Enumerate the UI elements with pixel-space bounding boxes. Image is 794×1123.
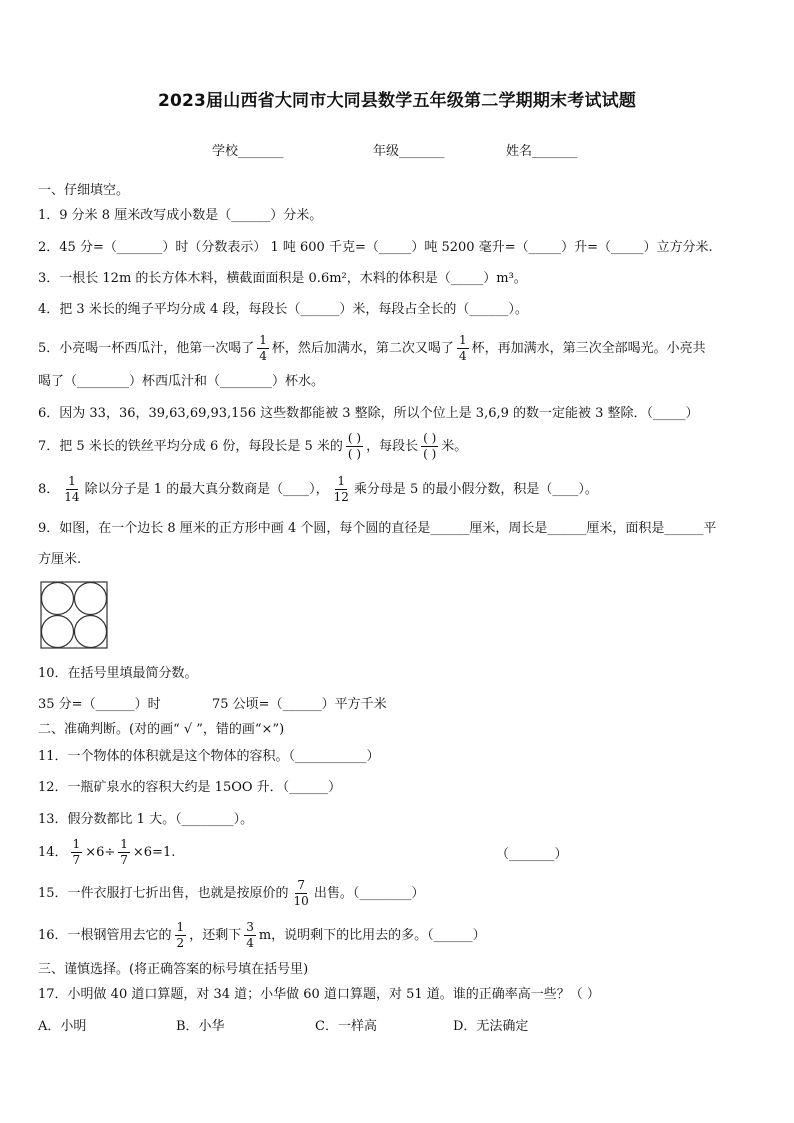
fraction-numerator: 1 [176, 920, 185, 934]
question-7-text-a: 7．把 5 米长的铁丝平均分成 6 份，每段长是 5 米的 [38, 439, 343, 454]
fraction-denominator: 12 [333, 490, 349, 504]
question-5 [38, 333, 758, 364]
question-10-a: 35 分=（______）时 [38, 697, 161, 712]
fraction-denominator: 10 [293, 894, 309, 908]
fraction-denominator: ( ) [347, 447, 362, 461]
question-3: 3．一根长 12m 的长方体木料，横截面面积是 0.6m²，木料的体积是（_____）m³。 [38, 271, 527, 286]
fraction-denominator: 2 [176, 936, 185, 950]
fraction-numerator: 1 [72, 837, 81, 851]
square-four-circles-figure [40, 581, 108, 649]
section-heading-choice: 三、谨慎选择。(将正确答案的标号填在括号里) [38, 962, 309, 977]
section-heading-fill: 一、仔细填空。 [38, 183, 130, 198]
circle [42, 583, 74, 615]
question-6: 6．因为 33，36，39,63,69,93,156 这些数都能被 3 整除，所以个位上是 3,6,9 的数一定能被 3 整除．（_____） [38, 406, 699, 421]
fraction [62, 474, 81, 505]
option-b: B．小华 [176, 1019, 225, 1034]
fraction [118, 837, 130, 868]
fraction-numerator: 1 [458, 333, 467, 347]
question-12: 12．一瓶矿泉水的容积大约是 15OO 升．（______） [38, 780, 342, 795]
question-5-text-a: 5．小亮喝一杯西瓜汁，他第一次喝了 [38, 341, 255, 356]
fraction-numerator: 3 [246, 920, 254, 934]
question-7-text-b: ，每段长 [366, 439, 419, 454]
option-a: A．小明 [38, 1019, 87, 1034]
question-7 [38, 431, 758, 462]
grade-field: 年级_______ [373, 144, 445, 159]
question-14-text-c: ×6=1. [132, 845, 176, 860]
question-8 [38, 474, 758, 505]
fraction-numerator: 1 [337, 474, 346, 488]
question-5-text-c: 杯，再加满水，第三次全部喝光。小亮共 [471, 341, 706, 356]
question-15-text-a: 15．一件衣服打七折出售，也就是按原价的 [38, 886, 289, 901]
question-1: 1．9 分米 8 厘米改写成小数是（______）分米。 [38, 208, 323, 223]
question-9-line-2: 方厘米. [38, 552, 82, 567]
fraction-denominator: 4 [246, 936, 254, 950]
fraction-numerator: 1 [259, 333, 267, 347]
question-14-text-b: ×6÷ [85, 845, 116, 860]
question-8-text-c: 乘分母是 5 的最小假分数，积是（____）。 [353, 482, 598, 497]
fraction [71, 837, 83, 868]
question-15 [38, 878, 758, 909]
question-2: 2．45 分=（_______）时（分数表示） 1 吨 600 千克=（_____）吨 5200 毫升=（_____）升=（_____）立方分米. [38, 240, 713, 255]
option-c: C．一样高 [315, 1019, 377, 1034]
question-15-text-b: 出售。（________） [313, 886, 425, 901]
question-4: 4．把 3 米长的绳子平均分成 4 段，每段长（______）米，每段占全长的（______）。 [38, 302, 528, 317]
fraction [346, 431, 363, 462]
fraction [421, 431, 438, 462]
fraction-denominator: 14 [64, 490, 80, 504]
fraction-numerator: 1 [120, 837, 128, 851]
circle [75, 616, 107, 648]
question-13: 13．假分数都比 1 大。（________）。 [38, 812, 254, 827]
question-14 [38, 837, 758, 868]
fraction-denominator: 7 [72, 853, 81, 867]
question-16-text-b: ，还剩下 [189, 928, 242, 943]
fraction [175, 920, 187, 951]
square-outline [41, 582, 107, 648]
option-d: D．无法确定 [453, 1019, 529, 1034]
question-9: 9．如图，在一个边长 8 厘米的正方形中画 4 个圆，每个圆的直径是______厘米，周长是______厘米，面积是______平 [38, 521, 717, 536]
circle [42, 616, 74, 648]
question-11: 11．一个物体的体积就是这个物体的容积。（___________） [38, 749, 380, 764]
question-8-text-b: 除以分子是 1 的最大真分数商是（____）， [84, 482, 329, 497]
question-14-text-a: 14． [38, 845, 68, 860]
question-5-line-2: 喝了（________）杯西瓜汁和（________）杯水。 [38, 374, 325, 389]
fraction [332, 474, 351, 505]
page-title: 2023届山西省大同市大同县数学五年级第二学期期末考试试题 [157, 91, 637, 111]
fraction-numerator: 7 [297, 878, 305, 892]
question-10: 10．在括号里填最简分数。 [38, 666, 198, 681]
fraction-numerator: ( ) [423, 431, 437, 445]
fraction [292, 878, 311, 909]
section-heading-judge: 二、准确判断。(对的画“ √ ”，错的画“×”) [38, 722, 285, 737]
name-field: 姓名_______ [506, 144, 578, 159]
fraction-denominator: 4 [259, 349, 267, 363]
question-7-text-c: 米。 [441, 439, 468, 454]
fraction [257, 333, 269, 364]
school-field: 学校_______ [212, 144, 284, 159]
fraction-denominator: 7 [120, 853, 128, 867]
fraction [457, 333, 469, 364]
question-8-text-a: 8． [38, 482, 60, 497]
question-17: 17．小明做 40 道口算题，对 34 道；小华做 60 道口算题，对 51 道。谁的正确率高一些？（ ） [38, 987, 600, 1002]
fraction-denominator: 4 [458, 349, 467, 363]
fraction-denominator: ( ) [423, 447, 437, 461]
question-16 [38, 920, 758, 951]
question-16-text-a: 16．一根钢管用去它的 [38, 928, 172, 943]
question-16-text-c: m，说明剩下的比用去的多。（______） [258, 928, 486, 943]
question-5-text-b: 杯，然后加满水，第二次又喝了 [271, 341, 454, 356]
fraction [244, 920, 256, 951]
fraction-numerator: ( ) [347, 431, 362, 445]
question-14-blank: （_______） [496, 847, 568, 862]
fraction-numerator: 1 [68, 474, 76, 488]
circle [75, 583, 107, 615]
question-10-b: 75 公顷=（______）平方千米 [212, 697, 387, 712]
